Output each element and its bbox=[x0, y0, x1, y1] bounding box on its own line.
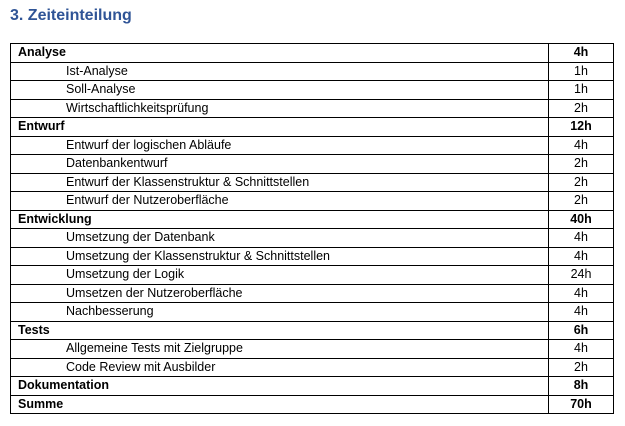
task-hours: 4h bbox=[549, 303, 614, 322]
task-row bbox=[11, 229, 614, 248]
task-row bbox=[11, 266, 614, 285]
task-row bbox=[11, 340, 614, 359]
task-row bbox=[11, 358, 614, 377]
task-hours: 1h bbox=[549, 62, 614, 81]
total-row bbox=[11, 395, 614, 414]
task-row bbox=[11, 62, 614, 81]
task-hours: 2h bbox=[549, 358, 614, 377]
task-row bbox=[11, 247, 614, 266]
task-row bbox=[11, 173, 614, 192]
phase-row-entwurf bbox=[11, 118, 614, 137]
task-name: Nachbesserung bbox=[11, 303, 549, 322]
task-hours: 4h bbox=[549, 247, 614, 266]
phase-hours: 4h bbox=[549, 44, 614, 63]
task-hours: 2h bbox=[549, 99, 614, 118]
task-hours: 4h bbox=[549, 229, 614, 248]
task-name: Soll-Analyse bbox=[11, 81, 549, 100]
task-name: Code Review mit Ausbilder bbox=[11, 358, 549, 377]
phase-row-dokumentation bbox=[11, 377, 614, 396]
task-name: Umsetzung der Klassenstruktur & Schnittstellen bbox=[11, 247, 549, 266]
phase-name: Analyse bbox=[11, 44, 549, 63]
phase-hours: 40h bbox=[549, 210, 614, 229]
task-name: Allgemeine Tests mit Zielgruppe bbox=[11, 340, 549, 359]
phase-hours: 6h bbox=[549, 321, 614, 340]
task-name: Entwurf der logischen Abläufe bbox=[11, 136, 549, 155]
task-name: Umsetzen der Nutzeroberfläche bbox=[11, 284, 549, 303]
task-hours: 4h bbox=[549, 340, 614, 359]
task-row bbox=[11, 284, 614, 303]
total-hours: 70h bbox=[549, 395, 614, 414]
phase-hours: 8h bbox=[549, 377, 614, 396]
task-row bbox=[11, 192, 614, 211]
task-name: Ist-Analyse bbox=[11, 62, 549, 81]
task-name: Entwurf der Klassenstruktur & Schnittstellen bbox=[11, 173, 549, 192]
task-name: Umsetzung der Datenbank bbox=[11, 229, 549, 248]
phase-name: Tests bbox=[11, 321, 549, 340]
phase-row-analyse bbox=[11, 44, 614, 63]
task-name: Entwurf der Nutzeroberfläche bbox=[11, 192, 549, 211]
phase-name: Entwurf bbox=[11, 118, 549, 137]
phase-name: Dokumentation bbox=[11, 377, 549, 396]
task-row bbox=[11, 303, 614, 322]
task-row bbox=[11, 81, 614, 100]
task-name: Datenbankentwurf bbox=[11, 155, 549, 174]
task-row bbox=[11, 155, 614, 174]
task-hours: 2h bbox=[549, 155, 614, 174]
phase-row-tests bbox=[11, 321, 614, 340]
phase-row-entwicklung bbox=[11, 210, 614, 229]
task-hours: 24h bbox=[549, 266, 614, 285]
phase-hours: 12h bbox=[549, 118, 614, 137]
task-hours: 2h bbox=[549, 173, 614, 192]
task-hours: 1h bbox=[549, 81, 614, 100]
task-hours: 4h bbox=[549, 136, 614, 155]
task-row bbox=[11, 99, 614, 118]
total-label: Summe bbox=[11, 395, 549, 414]
task-hours: 4h bbox=[549, 284, 614, 303]
time-plan-table bbox=[10, 43, 614, 414]
phase-name: Entwicklung bbox=[11, 210, 549, 229]
task-name: Wirtschaftlichkeitsprüfung bbox=[11, 99, 549, 118]
task-name: Umsetzung der Logik bbox=[11, 266, 549, 285]
task-row bbox=[11, 136, 614, 155]
task-hours: 2h bbox=[549, 192, 614, 211]
section-heading: 3. Zeiteinteilung bbox=[10, 7, 132, 24]
